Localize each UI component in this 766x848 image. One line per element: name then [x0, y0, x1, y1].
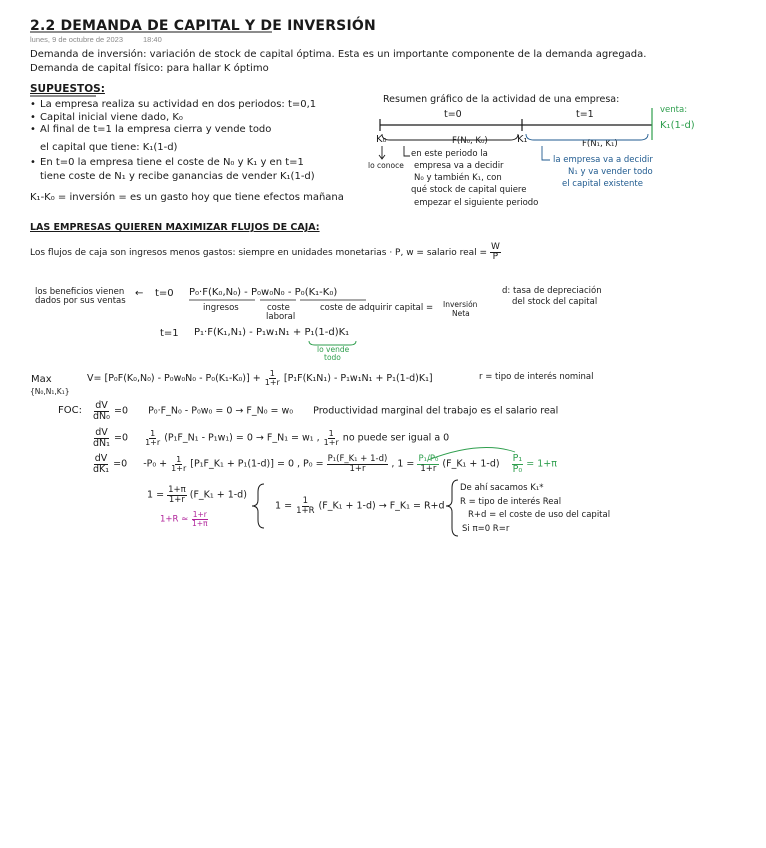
diagram-note-left-2: empresa va a decidir: [414, 161, 504, 171]
foc1-expression: P₀·F_N₀ - P₀w₀ = 0 → F_N₀ = w₀: [148, 405, 294, 417]
discount-num: 1: [269, 369, 275, 378]
final-mid-fraction: [295, 497, 315, 515]
foc2-frac-den: 1+r: [145, 437, 161, 447]
diagram-note-right-3: el capital existente: [562, 179, 643, 189]
diagram-k1: K₁: [517, 134, 528, 145]
inversion-definition: K₁-K₀ = inversión = es un gasto hoy que tiene efectos mañana: [30, 192, 344, 203]
diagram-t1: t=1: [576, 109, 594, 120]
t0-expression: P₀·F(K₀,N₀) - P₀w₀N₀ - P₀(K₁-K₀): [189, 287, 338, 298]
t0-ingresos: ingresos: [203, 303, 239, 313]
supuesto-1: • La empresa realiza su actividad en dos periodos: t=0,1: [30, 99, 316, 112]
t0-inversion-neta-1: Inversión: [443, 300, 478, 309]
foc1-derivative: [92, 401, 111, 421]
foc3-ratio-fraction: [417, 455, 439, 473]
final-frac-den: 1+r: [168, 494, 185, 505]
max-part-2: [P₁F(K₁N₁) - P₁w₁N₁ + P₁(1-d)K₁]: [283, 373, 433, 384]
conclusion-3: R+d = el coste de uso del capital: [468, 510, 611, 520]
foc2-fraction: [144, 430, 161, 447]
final-one-eq: 1 =: [147, 489, 165, 501]
foc2-expression: (P₁F_N₁ - P₁w₁) = 0 → F_N₁ = w₁ ,: [164, 432, 320, 444]
supuesto-3: • Al final de t=1 la empresa cierra y vende todo: [30, 124, 316, 137]
supuesto-3-cont: el capital que tiene: K₁(1-d): [40, 142, 178, 153]
foc3-p0-den: 1+r: [349, 463, 366, 474]
foc2-dv: dV: [95, 427, 108, 438]
t0-coste-laboral-1: coste: [267, 303, 290, 313]
diagram-f0: F(N₀, K₀): [452, 136, 488, 146]
foc3-ratio-den: 1+r: [420, 463, 437, 474]
t1-expression: [194, 327, 349, 339]
foc1-dv: dV: [95, 400, 108, 411]
foc3-ratio-num: P₁/P₀: [418, 454, 439, 464]
foc2-dn1: dN₁: [93, 437, 110, 449]
diagram-venta-value: K₁(1-d): [660, 120, 695, 131]
foc2-note-fraction: [323, 430, 340, 447]
brace-left: [252, 484, 264, 528]
foc3-expr-b: [P₁F_K₁ + P₁(1-d)] = 0 , P₀ =: [190, 458, 324, 470]
discount-fraction: [264, 370, 281, 387]
t1-expression-sale: P₁(1-d)K₁: [304, 327, 350, 338]
hook-right: [542, 146, 550, 160]
conclusion-2: R = tipo de interés Real: [460, 497, 562, 507]
diagram-note-right-2: N₁ y va vender todo: [568, 167, 653, 177]
final-mid-one: 1 =: [275, 500, 293, 512]
t0-coste-capital: coste de adquirir capital =: [320, 303, 434, 313]
max-r-note: r = tipo de interés nominal: [479, 372, 594, 382]
depreciacion-line-1: d: tasa de depreciación: [502, 286, 602, 296]
final-mid-den: 1+R: [296, 505, 315, 516]
real-rate-approximation: [160, 511, 209, 527]
depreciacion-line-2: del stock del capital: [512, 297, 598, 307]
inflation-p0: P₀: [512, 463, 523, 475]
diagram-f1: F(N₁, K₁): [582, 139, 618, 149]
t1-label: t=1: [160, 328, 179, 339]
foc2-note-den: 1+r: [323, 437, 339, 447]
bracket-period-0: [382, 134, 518, 140]
flujos-heading: LAS EMPRESAS QUIEREN MAXIMIZAR FLUJOS DE CAJA:: [30, 222, 320, 233]
intro-line-2: Demanda de capital físico: para hallar K óptimo: [30, 63, 269, 74]
diagram-title: Resumen gráfico de la actividad de una empresa:: [383, 94, 620, 105]
real-rate-lhs: 1+R ≃: [160, 514, 189, 525]
supuestos-list: [30, 99, 316, 137]
flujos-text: Los flujos de caja son ingresos menos gastos: siempre en unidades monetarias · P, w = salario real =: [30, 248, 488, 258]
salario-w: W: [490, 242, 500, 252]
page-date: lunes, 9 de octubre de 2023: [30, 35, 123, 44]
foc-label: FOC:: [58, 405, 82, 416]
hook-left: [404, 146, 410, 156]
inflation-p1: P₁: [512, 453, 523, 464]
foc3-derivative: [92, 454, 110, 474]
conclusion-4: Si π=0 R=r: [462, 524, 510, 534]
t1-expression-main: P₁·F(K₁,N₁) - P₁w₁N₁ +: [194, 327, 302, 338]
diagram-k0: K₀: [376, 134, 387, 145]
final-expr: (F_K₁ + 1-d): [189, 489, 247, 501]
diagram-note-left-4: qué stock de capital quiere: [411, 185, 527, 195]
foc1-eq: =0: [113, 405, 128, 417]
supuestos-heading: SUPUESTOS:: [30, 83, 105, 95]
diagram-note-left-1: en este periodo la: [411, 149, 488, 159]
t1-vende-2: todo: [324, 353, 341, 362]
supuestos-list-b: [30, 157, 304, 170]
foc2-note: no puede ser igual a 0: [342, 432, 450, 444]
supuesto-4-cont: tiene coste de N₁ y recibe ganancias de vender K₁(1-d): [40, 171, 315, 182]
foc2-note-num: 1: [328, 428, 334, 438]
foc3-dv: dV: [94, 453, 108, 464]
supuesto-2: • Capital inicial viene dado, K₀: [30, 112, 316, 125]
foc3-fraction: [170, 456, 187, 473]
diagram-venta: venta:: [660, 105, 688, 115]
final-fraction: [167, 486, 187, 504]
t0-label: t=0: [155, 288, 174, 299]
t0-coste-laboral-2: laboral: [266, 312, 296, 322]
foc3-frac-num: 1: [176, 454, 182, 464]
final-mid-num: 1: [302, 496, 308, 506]
supuesto-4: • En t=0 la empresa tiene el coste de N₀ y K₁ y en t=1: [30, 157, 304, 170]
page-title: 2.2 DEMANDA DE CAPITAL Y DE INVERSIÓN: [30, 18, 376, 34]
discount-den: 1+r: [264, 378, 280, 387]
foc3-eq: =0: [113, 458, 128, 470]
foc-line-2: [92, 428, 449, 448]
diagram-lo-conoce: lo conoce: [368, 161, 404, 170]
brace-right: [446, 480, 458, 536]
foc3-expr-c: (F_K₁ + 1-d): [442, 458, 500, 470]
page-time: 18:40: [143, 35, 162, 44]
arrow-k0-head: [379, 155, 385, 159]
foc2-eq: =0: [113, 432, 128, 444]
beneficios-line-1: los beneficios vienen: [35, 287, 125, 297]
foc3-comma: , 1 =: [391, 458, 415, 470]
diagram-note-right-1: la empresa va a decidir: [553, 155, 653, 165]
max-variables: {N₀,N₁,K₁}: [30, 387, 70, 396]
foc-line-1: [92, 401, 558, 421]
max-label: Max: [31, 374, 52, 385]
foc3-p0-fraction: [327, 455, 389, 473]
foc2-frac-num: 1: [150, 428, 156, 438]
inflation-fraction: [512, 454, 524, 474]
foc3-expr-a: -P₀ +: [143, 458, 168, 470]
max-v: V=: [87, 373, 102, 384]
t0-inversion-neta-2: Neta: [452, 309, 470, 318]
final-mid-expr: (F_K₁ + 1-d) → F_K₁ = R+d: [318, 500, 445, 512]
foc1-dn0: dN₀: [93, 410, 110, 422]
intro-line-1: Demanda de inversión: variación de stock de capital óptima. Esta es un importante componente de la demanda agregada.: [30, 49, 647, 60]
final-left-equation: [147, 486, 247, 504]
salario-p: P: [492, 252, 499, 262]
foc3-dk1: dK₁: [93, 463, 110, 475]
real-rate-fraction: [191, 511, 209, 527]
diagram-t0: t=0: [444, 109, 462, 120]
foc3-p0-num: P₁(F_K₁ + 1-d): [327, 454, 388, 464]
beneficios-arrow: ←: [135, 288, 144, 299]
salario-real-fraction: [490, 243, 501, 262]
diagram-note-left-5: empezar el siguiente periodo: [414, 198, 539, 208]
foc1-note: Productividad marginal del trabajo es el salario real: [313, 405, 559, 417]
flujos-line: [30, 243, 501, 262]
foc-line-3: [92, 454, 557, 474]
conclusion-1: De ahí sacamos K₁*: [460, 483, 544, 493]
diagram-note-left-3: N₀ y también K₁, con: [414, 173, 502, 183]
t1-vende-1: lo vende: [317, 345, 350, 354]
real-rate-num: 1+r: [192, 510, 207, 519]
foc2-derivative: [92, 428, 111, 448]
max-part-1: [P₀F(K₀,N₀) - P₀w₀N₀ - P₀(K₁-K₀)] +: [104, 373, 261, 384]
final-frac-num: 1+π: [168, 485, 186, 495]
foc3-frac-den: 1+r: [171, 463, 187, 473]
inflation-eq: = 1+π: [526, 458, 557, 470]
final-mid-equation: [275, 497, 445, 515]
beneficios-line-2: dados por sus ventas: [35, 296, 126, 306]
max-expression: [87, 370, 433, 387]
real-rate-den: 1+π: [191, 518, 208, 528]
